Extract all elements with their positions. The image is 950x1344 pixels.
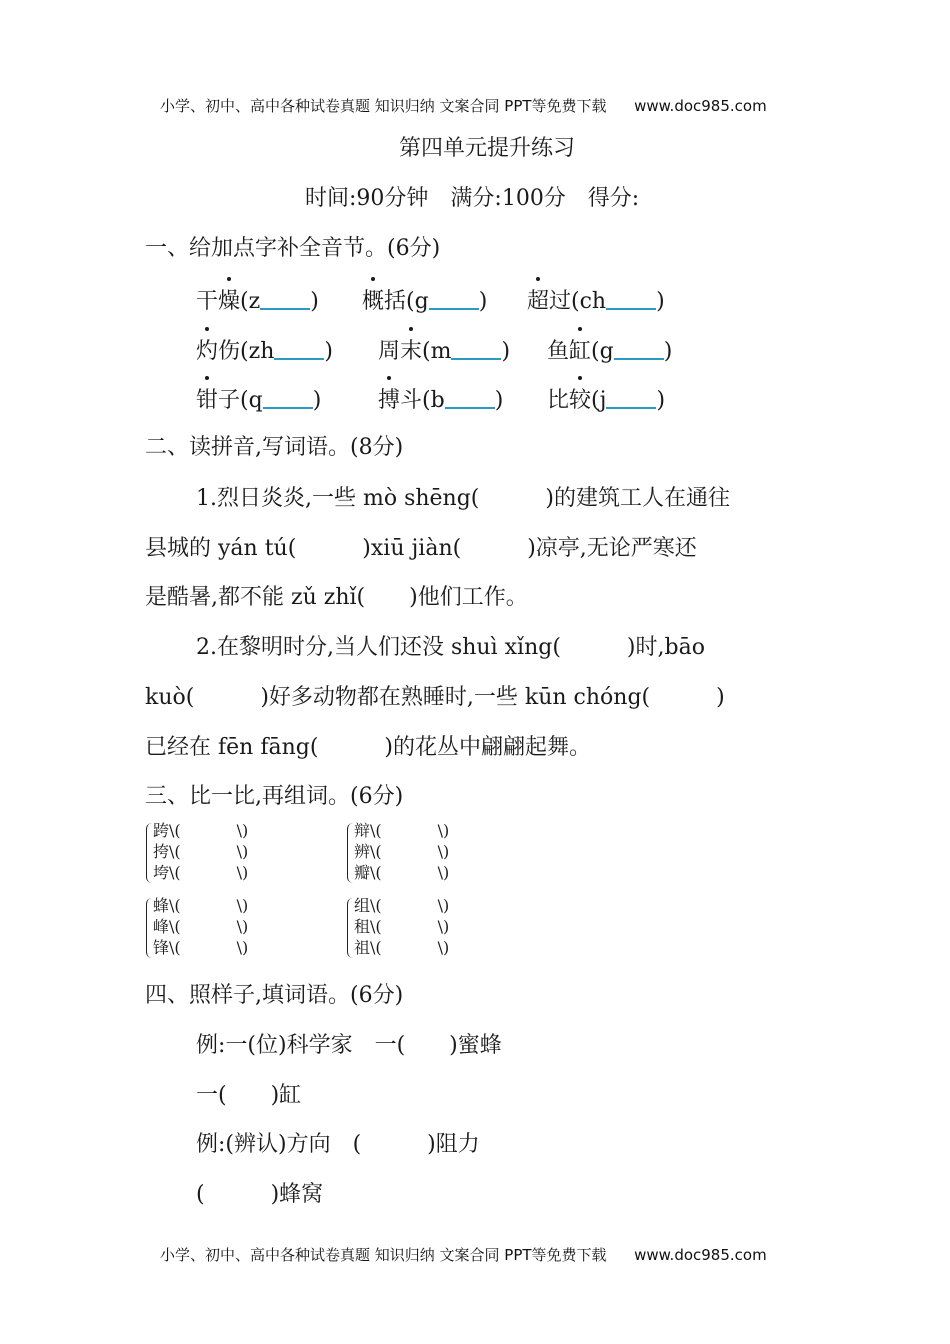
answer-blank[interactable] — [606, 387, 656, 409]
compare-group-4: 组\( \) 租\( \) 祖\( \) — [354, 896, 450, 957]
section3-heading: 三、比一比,再组词。(6分) — [145, 784, 404, 809]
footer-site[interactable]: www.doc985.com — [634, 1246, 767, 1264]
s2-line-5: kuò( )好多动物都在熟睡时,一些 kūn chóng( ) — [145, 685, 725, 710]
s1-item-3: 超过(ch ) — [527, 284, 665, 315]
s1-item-5: 周末(m ) — [378, 334, 510, 365]
section1-heading: 一、给加点字补全音节。(6分) — [145, 236, 441, 261]
header-site[interactable]: www.doc985.com — [634, 97, 767, 115]
brace-icon — [146, 898, 153, 958]
brace-icon — [347, 823, 354, 883]
answer-blank[interactable] — [614, 338, 664, 360]
brace-icon — [347, 898, 354, 958]
compare-group-1: 跨\( \) 挎\( \) 垮\( \) — [153, 821, 249, 882]
s2-line-2: 县城的 yán tú( )xiū jiàn( )凉亭,无论严寒还 — [145, 536, 697, 561]
s4-line-4: ( )蜂窝 — [196, 1182, 324, 1207]
footer-text: 小学、初中、高中各种试卷真题 知识归纳 文案合同 PPT等免费下载 — [160, 1246, 607, 1264]
s2-line-4: 2.在黎明时分,当人们还没 shuì xǐng( )时,bāo — [196, 635, 705, 660]
s1-item-1: 干燥(z ) — [196, 284, 319, 315]
s4-line-2: 一( )缸 — [196, 1083, 302, 1108]
s1-item-8: 搏斗(b ) — [378, 383, 503, 414]
answer-blank[interactable] — [606, 288, 656, 310]
s1-item-6: 鱼缸(g ) — [547, 334, 672, 365]
answer-blank[interactable] — [274, 338, 324, 360]
answer-blank[interactable] — [263, 387, 313, 409]
footer-banner — [160, 1244, 767, 1265]
header-banner — [160, 95, 767, 116]
answer-blank[interactable] — [429, 288, 479, 310]
s4-line-1: 例:一(位)科学家 一( )蜜蜂 — [196, 1033, 502, 1058]
s1-item-7: 钳子(q ) — [196, 383, 321, 414]
s2-line-6: 已经在 fēn fāng( )的花丛中翩翩起舞。 — [145, 735, 591, 760]
s2-line-1: 1.烈日炎炎,一些 mò shēng( )的建筑工人在通往 — [196, 486, 730, 511]
score-meta: 时间:90分钟 满分:100分 得分: — [305, 186, 640, 211]
s2-line-3: 是酷暑,都不能 zǔ zhǐ( )他们工作。 — [145, 585, 528, 610]
s1-item-4: 灼伤(zh ) — [196, 334, 333, 365]
answer-blank[interactable] — [451, 338, 501, 360]
section4-heading: 四、照样子,填词语。(6分) — [145, 983, 404, 1008]
answer-blank[interactable] — [445, 387, 495, 409]
answer-blank[interactable] — [260, 288, 310, 310]
s1-item-2: 概括(g ) — [362, 284, 487, 315]
page-title: 第四单元提升练习 — [399, 136, 576, 161]
section2-heading: 二、读拼音,写词语。(8分) — [145, 435, 404, 460]
compare-group-3: 蜂\( \) 峰\( \) 锋\( \) — [153, 896, 249, 957]
brace-icon — [146, 823, 153, 883]
header-text: 小学、初中、高中各种试卷真题 知识归纳 文案合同 PPT等免费下载 — [160, 97, 607, 115]
compare-group-2: 辩\( \) 辨\( \) 瓣\( \) — [354, 821, 450, 882]
s4-line-3: 例:(辨认)方向 ( )阻力 — [196, 1132, 480, 1157]
s1-item-9: 比较(j ) — [547, 383, 665, 414]
